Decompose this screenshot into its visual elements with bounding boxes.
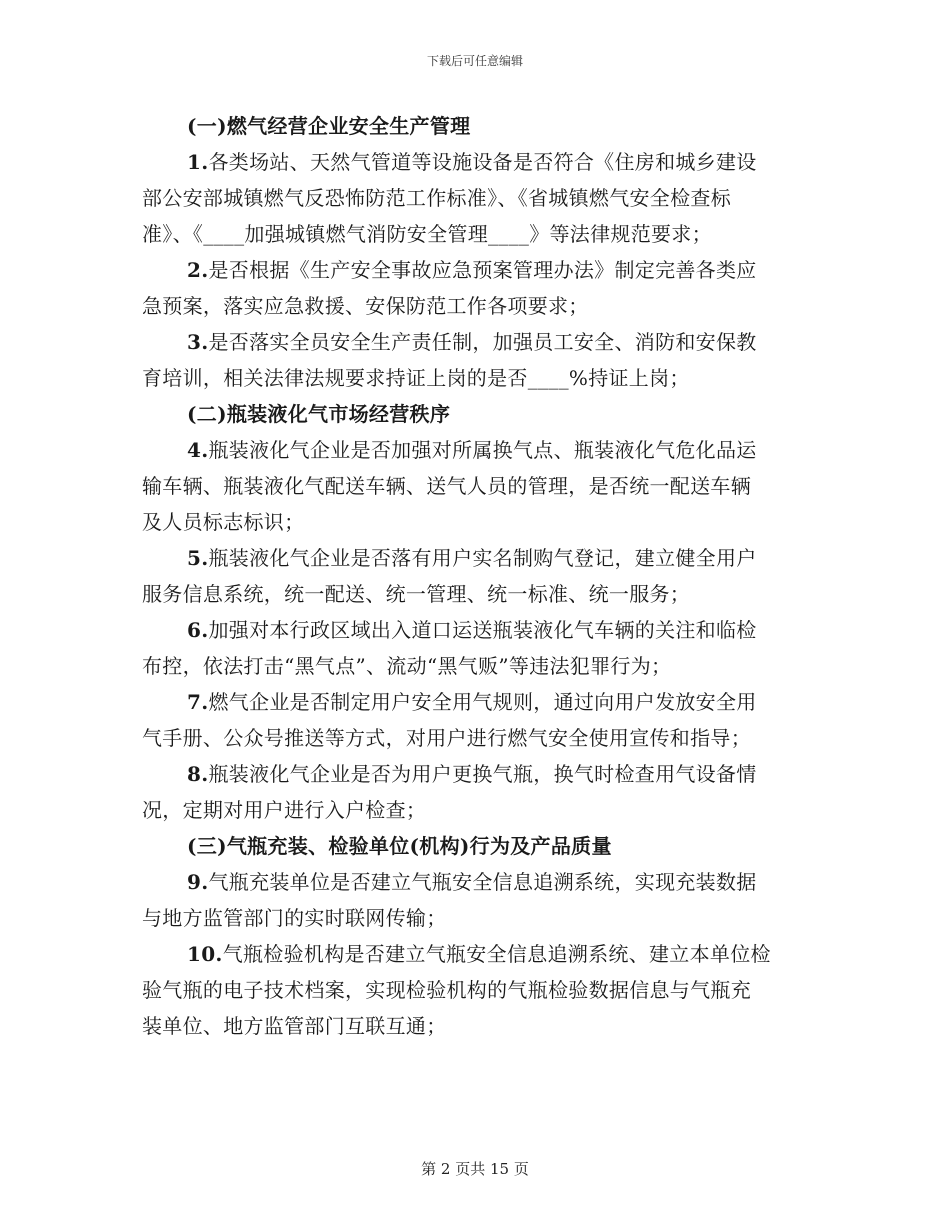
list-item-continuation-line: 输车辆、瓶装液化气配送车辆、送气人员的管理，是否统一配送车辆 bbox=[142, 474, 751, 498]
list-item-first-line bbox=[142, 432, 810, 468]
list-item-continuation-line: 急预案，落实应急救援、安保防范工作各项要求； bbox=[142, 294, 589, 318]
item-number: 5. bbox=[187, 546, 209, 570]
item-number: 9. bbox=[187, 870, 209, 894]
section-heading: (三)气瓶充装、检验单位(机构)行为及产品质量 bbox=[187, 834, 612, 858]
section-heading: (一)燃气经营企业安全生产管理 bbox=[187, 114, 471, 138]
list-item-continuation-line: 况，定期对用户进行入户检查； bbox=[142, 798, 427, 822]
item-text: 燃气企业是否制定用户安全用气规则，通过向用户发放安全用 bbox=[208, 690, 757, 714]
item-number: 3. bbox=[187, 330, 209, 354]
header-note: 下载后可任意编辑 bbox=[426, 54, 523, 68]
list-item-first-line bbox=[142, 936, 810, 972]
item-text: 是否落实全员安全生产责任制，加强员工安全、消防和安保教 bbox=[208, 330, 757, 354]
list-item-continuation-line: 与地方监管部门的实时联网传输； bbox=[142, 906, 447, 930]
list-item-first-line bbox=[142, 540, 810, 576]
page-footer: 第 2 页共 15 页 bbox=[421, 1160, 529, 1178]
list-item-first-line bbox=[142, 144, 810, 180]
item-number: 10. bbox=[187, 942, 223, 966]
item-number: 6. bbox=[187, 618, 209, 642]
list-item-first-line bbox=[142, 756, 810, 792]
list-item-continuation-line: 验气瓶的电子技术档案，实现检验机构的气瓶检验数据信息与气瓶充 bbox=[142, 978, 751, 1002]
list-item-continuation-line: 气手册、公众号推送等方式，对用户进行燃气安全使用宣传和指导； bbox=[142, 726, 751, 750]
list-item-continuation-line: 育培训，相关法律法规要求持证上岗的是否____%持证上岗； bbox=[142, 366, 690, 390]
item-text: 气瓶充装单位是否建立气瓶安全信息追溯系统，实现充装数据 bbox=[208, 870, 757, 894]
item-text: 瓶装液化气企业是否加强对所属换气点、瓶装液化气危化品运 bbox=[208, 438, 757, 462]
section-heading: (二)瓶装液化气市场经营秩序 bbox=[187, 402, 451, 426]
item-text: 加强对本行政区域出入道口运送瓶装液化气车辆的关注和临检 bbox=[208, 618, 757, 642]
item-number: 1. bbox=[187, 150, 209, 174]
list-item-continuation-line: 及人员标志标识； bbox=[142, 510, 305, 534]
list-item-first-line bbox=[142, 252, 810, 288]
item-text: 各类场站、天然气管道等设施设备是否符合《住房和城乡建设 bbox=[208, 150, 757, 174]
item-text: 瓶装液化气企业是否为用户更换气瓶，换气时检查用气设备情 bbox=[208, 762, 757, 786]
list-item-continuation-line: 准》、《____加强城镇燃气消防安全管理____》等法律规范要求； bbox=[142, 222, 712, 246]
list-item-continuation-line: 布控，依法打击“黑气点”、流动“黑气贩”等违法犯罪行为； bbox=[142, 654, 672, 678]
item-number: 7. bbox=[187, 690, 209, 714]
list-item-first-line bbox=[142, 864, 810, 900]
list-item-continuation-line: 服务信息系统，统一配送、统一管理、统一标准、统一服务； bbox=[142, 582, 691, 606]
document-body bbox=[142, 108, 810, 1044]
list-item-first-line bbox=[142, 612, 810, 648]
list-item-continuation-line: 部公安部城镇燃气反恐怖防范工作标准》、《省城镇燃气安全检查标 bbox=[142, 186, 731, 210]
item-text: 瓶装液化气企业是否落有用户实名制购气登记，建立健全用户 bbox=[208, 546, 757, 570]
item-number: 4. bbox=[187, 438, 209, 462]
list-item-first-line bbox=[142, 684, 810, 720]
item-text: 气瓶检验机构是否建立气瓶安全信息追溯系统、建立本单位检 bbox=[222, 942, 771, 966]
item-number: 8. bbox=[187, 762, 209, 786]
list-item-first-line bbox=[142, 324, 810, 360]
item-text: 是否根据《生产安全事故应急预案管理办法》制定完善各类应 bbox=[208, 258, 757, 282]
list-item-continuation-line: 装单位、地方监管部门互联互通； bbox=[142, 1014, 447, 1038]
item-number: 2. bbox=[187, 258, 209, 282]
